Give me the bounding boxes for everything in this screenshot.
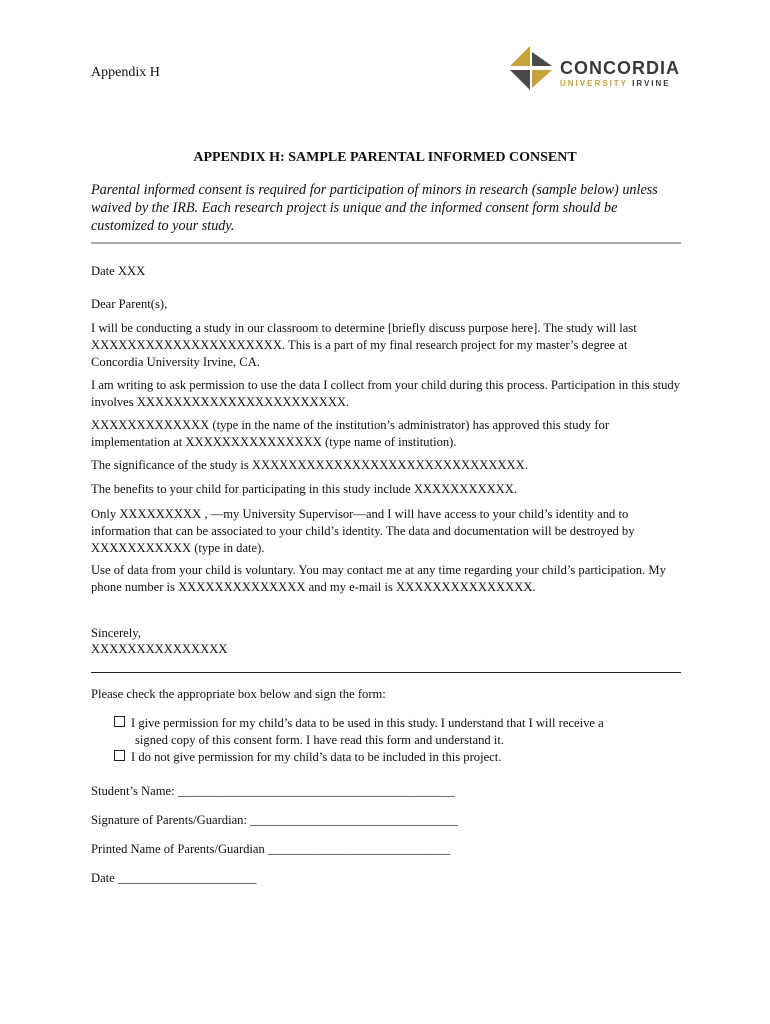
intro-paragraph: Parental informed consent is required for participation of minors in research (sample below) unless waived by the IRB. Each research project is unique and the informed consent form should be customized to your study. bbox=[91, 182, 658, 234]
consent-option-give[interactable] bbox=[114, 715, 674, 732]
letter-paragraph-voluntary: Use of data from your child is voluntary. You may contact me at any time regarding your child’s participation. My phone number is XXXXXXXXXXXXXX and my e-mail is XXXXXXXXXXXXXXX. bbox=[91, 563, 666, 594]
form-instruction: Please check the appropriate box below and sign the form: bbox=[91, 687, 386, 701]
letter-closing: Sincerely, bbox=[91, 626, 141, 640]
concordia-cross-icon bbox=[506, 44, 556, 94]
give-permission-label: I give permission for my child’s data to be used in this study. I understand that I will receive a bbox=[131, 716, 604, 730]
logo-subtitle bbox=[560, 79, 671, 88]
section-divider bbox=[91, 242, 681, 244]
logo-sub-irvine: IRVINE bbox=[632, 79, 671, 88]
decline-permission-label: I do not give permission for my child’s data to be included in this project. bbox=[131, 750, 502, 764]
date-field[interactable]: Date ______________________ bbox=[91, 871, 257, 885]
concordia-logo bbox=[506, 44, 696, 94]
letter-signature: XXXXXXXXXXXXXXX bbox=[91, 642, 228, 656]
printed-name-field[interactable]: Printed Name of Parents/Guardian _____________________________ bbox=[91, 842, 451, 856]
give-permission-checkbox[interactable] bbox=[114, 716, 125, 727]
parent-signature-field[interactable]: Signature of Parents/Guardian: _________________________________ bbox=[91, 813, 458, 827]
letter-date: Date XXX bbox=[91, 264, 146, 278]
decline-permission-checkbox[interactable] bbox=[114, 750, 125, 761]
document-title: APPENDIX H: SAMPLE PARENTAL INFORMED CONSENT bbox=[193, 150, 577, 165]
letter-paragraph-approval: XXXXXXXXXXXXX (type in the name of the institution’s administrator) has approved this study for implementation at XXXXXXXXXXXXXXX (type name of institution). bbox=[91, 418, 610, 449]
letter-paragraph-significance: The significance of the study is XXXXXXXXXXXXXXXXXXXXXXXXXXXXXX. bbox=[91, 458, 528, 472]
give-permission-label-continued: signed copy of this consent form. I have read this form and understand it. bbox=[135, 733, 504, 747]
letter-paragraph-benefits: The benefits to your child for participating in this study include XXXXXXXXXXX. bbox=[91, 482, 518, 496]
form-divider bbox=[91, 672, 681, 673]
logo-wordmark: CONCORDIA bbox=[560, 58, 680, 78]
letter-paragraph-purpose: I will be conducting a study in our classroom to determine [briefly discuss purpose here]. The study will last XXXXXXXXXXXXXXXXXXXXX. This is a part of my final research project for my master’s degree at Concordia University Irvine, CA. bbox=[91, 321, 637, 369]
consent-option-decline[interactable] bbox=[114, 749, 674, 766]
letter-paragraph-confidentiality: Only XXXXXXXXX , —my University Supervisor—and I will have access to your child’s identity and to information that can be associated to your child’s identity. The data and documentation will be destroyed by XXXXXXXXXXX (type in date). bbox=[91, 507, 635, 555]
appendix-label: Appendix H bbox=[91, 65, 160, 80]
letter-salutation: Dear Parent(s), bbox=[91, 297, 168, 311]
logo-sub-university: UNIVERSITY bbox=[560, 79, 628, 88]
letter-paragraph-permission: I am writing to ask permission to use the data I collect from your child during this process. Participation in this study involves XXXXXXXXXXXXXXXXXXXXXXX. bbox=[91, 378, 681, 409]
student-name-field[interactable]: Student’s Name: ____________________________________________ bbox=[91, 784, 455, 798]
